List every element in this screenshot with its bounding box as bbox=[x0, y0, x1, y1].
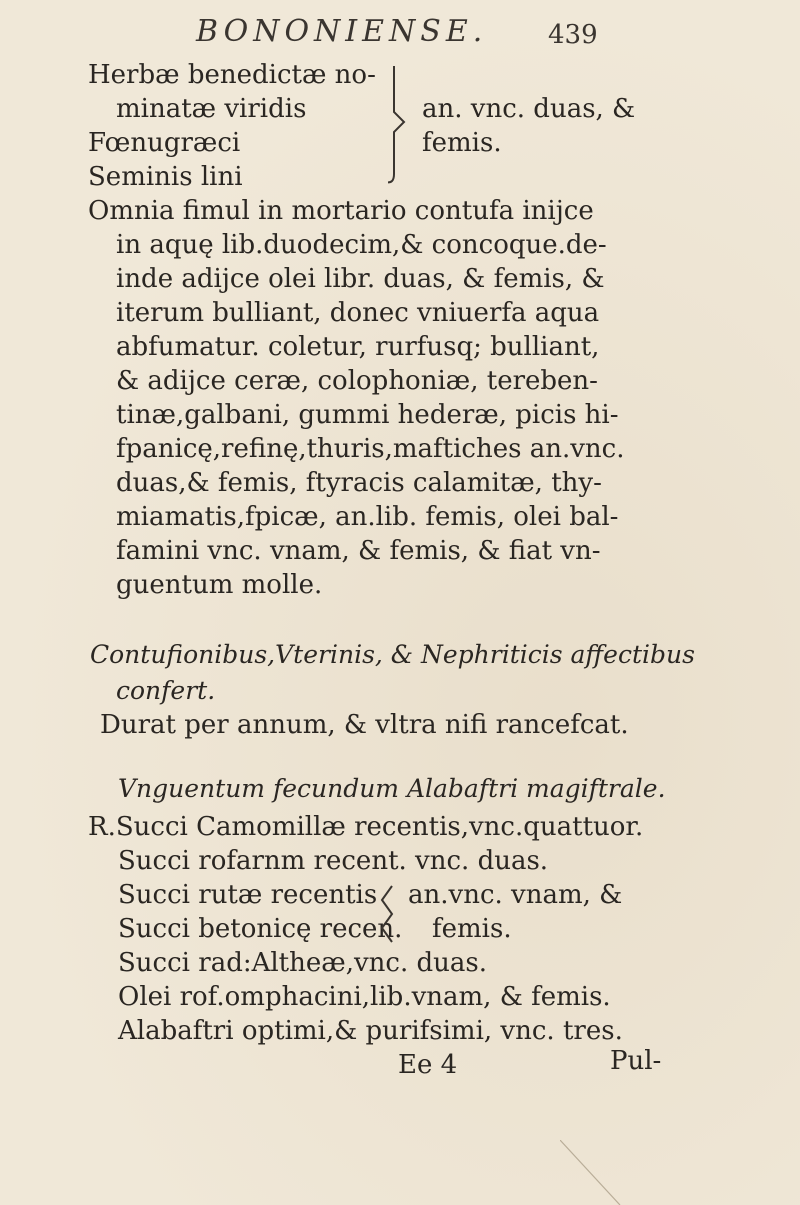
duration-line: Durat per annum, & vltra nifi rancefcat. bbox=[100, 710, 629, 740]
text-line: fpanicę,refinę,thuris,maftiches an.vnc. bbox=[116, 434, 625, 464]
usage-line: Contufionibus,Vterinis, & Nephriticis affectibus bbox=[90, 640, 695, 669]
text-line: R.Succi Camomillæ recentis,vnc.quattuor. bbox=[88, 812, 644, 842]
text-line: abfumatur. coletur, rurfusq; bulliant, bbox=[116, 332, 600, 362]
text-line: Succi rad:Altheæ,vnc. duas. bbox=[118, 948, 487, 978]
text-line: guentum molle. bbox=[116, 570, 323, 600]
text-line: Alabaftri optimi,& purifsimi, vnc. tres. bbox=[118, 1016, 623, 1046]
dose-line: an. vnc. duas, & bbox=[422, 94, 636, 124]
text-line: tinæ,galbani, gummi hederæ, picis hi- bbox=[116, 400, 619, 430]
dose-line: femis. bbox=[432, 914, 512, 944]
page-number: 439 bbox=[548, 20, 598, 50]
ingredient-line: minatæ viridis bbox=[116, 94, 307, 124]
paper-crease bbox=[560, 1140, 640, 1205]
text-line: Omnia fimul in mortario contufa inijce bbox=[88, 196, 594, 226]
brace-mark bbox=[388, 64, 418, 192]
text-line: duas,& femis, ftyracis calamitæ, thy- bbox=[116, 468, 602, 498]
text-line: & adijce ceræ, colophoniæ, tereben- bbox=[116, 366, 598, 396]
ingredient-line: Fœnugræci bbox=[88, 128, 241, 158]
dose-line: femis. bbox=[422, 128, 502, 158]
signature-mark: Ee 4 bbox=[398, 1050, 458, 1080]
text-line: iterum bulliant, donec vniuerfa aqua bbox=[116, 298, 600, 328]
ingredient-line: Herbæ benedictæ no- bbox=[88, 60, 376, 90]
text-line: miamatis,fpicæ, an.lib. femis, olei bal- bbox=[116, 502, 619, 532]
brace-mark bbox=[378, 884, 398, 946]
running-head: BONONIENSE. bbox=[196, 14, 488, 49]
recipe-title: Vnguentum fecundum Alabaftri magiftrale. bbox=[118, 774, 666, 803]
catchword: Pul- bbox=[610, 1046, 662, 1076]
text-line: Succi betonicę recen. bbox=[118, 914, 403, 944]
text-line: Succi rofarnm recent. vnc. duas. bbox=[118, 846, 549, 876]
text-line: famini vnc. vnam, & femis, & fiat vn- bbox=[116, 536, 601, 566]
dose-line: an.vnc. vnam, & bbox=[408, 880, 623, 910]
text-line: Olei rof.omphacini,lib.vnam, & femis. bbox=[118, 982, 611, 1012]
usage-line: confert. bbox=[116, 676, 216, 705]
ingredient-line: Seminis lini bbox=[88, 162, 243, 192]
text-line: in aquę lib.duodecim,& concoque.de- bbox=[116, 230, 607, 260]
text-line: inde adijce olei libr. duas, & femis, & bbox=[116, 264, 605, 294]
text-line: Succi rutæ recentis bbox=[118, 880, 378, 910]
